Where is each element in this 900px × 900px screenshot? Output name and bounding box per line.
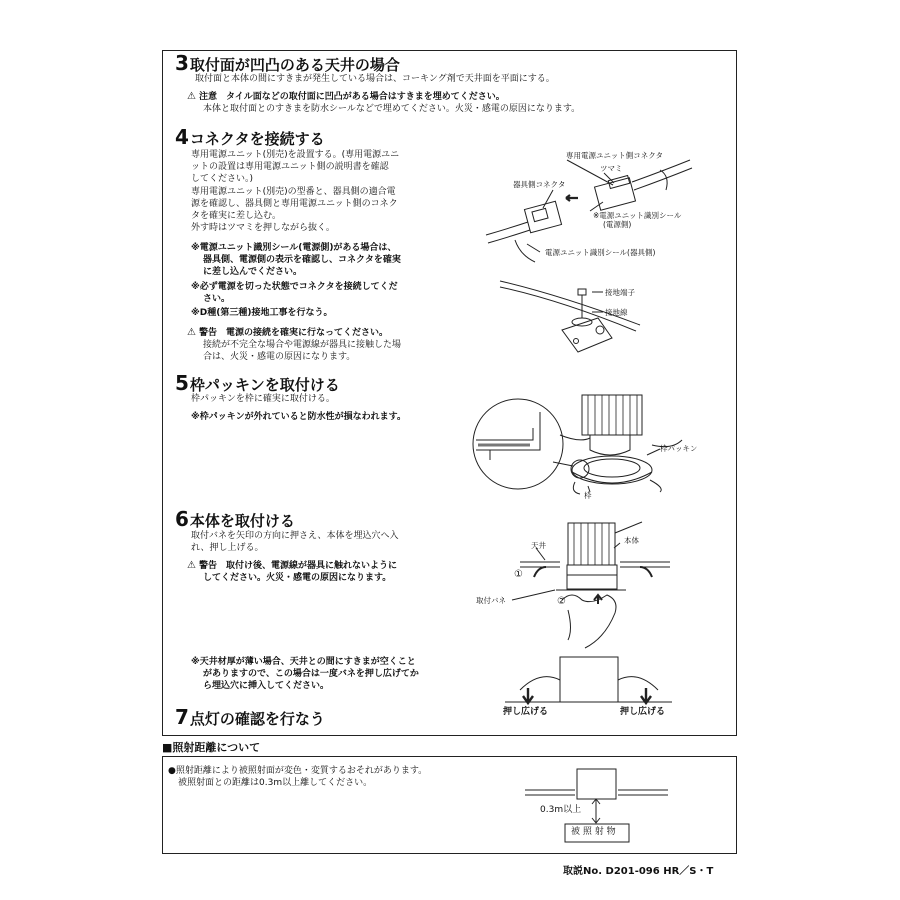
irradiation-line-2: 被照射面との距離は0.3m以上離してください。 [178, 778, 373, 788]
section-7-title: 7点灯の確認を行なう [175, 705, 325, 729]
section-4-note-1: ※電源ユニット識別シール(電源側)がある場合は、 器具側、電源側の表示を確認し、コネクタを確実 に差し込んでください。 [191, 243, 401, 277]
section-4-paragraph-2: 専用電源ユニット(別売)の型番と、器具側の適合電 源を確認し、器具側と専用電源ユニット側のコネク タを確実に差し込む。 外す時はツマミを押しながら抜く。 [191, 187, 398, 233]
label-knob: ツマミ [600, 164, 623, 173]
label-fixture-seal: 電源ユニット識別シール(器具側) [545, 248, 656, 257]
section-6-title: 6本体を取付ける [175, 507, 295, 531]
label-ground-wire: 接地線 [605, 308, 628, 317]
label-spring: 取付バネ [476, 596, 506, 605]
section-6-warning-body: してください。火災・感電の原因になります。 [203, 573, 392, 583]
document-number: 取説No. D201-096 HR／S・T [563, 866, 714, 877]
section-3-title: 3取付面が凹凸のある天井の場合 [175, 51, 400, 75]
label-step-2: ② [557, 596, 566, 607]
section-3-text: 取付面と本体の間にすきまが発生している場合は、コーキング剤で天井面を平面にする。 [195, 74, 555, 84]
warning-icon: ⚠ [187, 91, 196, 102]
section-5-text: 枠パッキンを枠に確実に取付ける。 [191, 394, 335, 404]
label-target: 被 照 射 物 [571, 827, 616, 837]
label-psu-seal: ※電源ユニット識別シール (電源側) [593, 211, 682, 229]
section-4-warning-body: 接続が不完全な場合や電源線が器具に接触した場 合は、火災・感電の原因になります。 [203, 340, 402, 362]
section-3-caution-head: ⚠ 注意 タイル面などの取付面に凹凸がある場合はすきまを埋めてください。 [187, 91, 505, 102]
section-6-note: ※天井材厚が薄い場合、天井との間にすきまが空くこと がありますので、この場合は一度バネを押し広げてか ら埋込穴に挿入してください。 [191, 657, 419, 691]
section-4-note-2: ※必ず電源を切った状態でコネクタを接続してくだ さい。 [191, 282, 398, 304]
section-5-title: 5枠パッキンを取付ける [175, 371, 340, 395]
section-6-paragraph: 取付バネを矢印の方向に押さえ、本体を埋込穴へ入 れ、押し上げる。 [191, 531, 399, 553]
label-ceiling: 天井 [531, 541, 546, 550]
warning-icon: ⚠ [187, 560, 196, 571]
label-push-spread-right: 押し広げる [620, 707, 666, 717]
section-4-note-3: ※D種(第三種)接地工事を行なう。 [191, 308, 333, 318]
section-4-warning-head: ⚠ 警告 電源の接続を確実に行なってください。 [187, 327, 388, 338]
irradiation-header: ■照射距離について [162, 741, 261, 754]
section-4-paragraph-1: 専用電源ユニット(別売)を設置する。(専用電源ユニ ットの設置は専用電源ユニット側の説明書を確認 してください。) [191, 150, 400, 184]
label-frame: 枠 [584, 491, 592, 500]
warning-icon: ⚠ [187, 327, 196, 338]
label-step-1: ① [514, 569, 523, 580]
label-psu-connector: 専用電源ユニット側コネクタ [566, 151, 664, 160]
label-packing: 枠パッキン [660, 444, 698, 453]
section-5-note: ※枠パッキンが外れていると防水性が損なわれます。 [191, 412, 406, 422]
label-body: 本体 [624, 536, 639, 545]
label-fixture-connector: 器具側コネクタ [513, 180, 566, 189]
label-push-spread-left: 押し広げる [503, 707, 549, 717]
section-3-caution-body: 本体と取付面とのすきまを防水シールなどで埋めてください。火災・感電の原因になります。 [203, 104, 581, 114]
irradiation-line-1: ●照射距離により被照射面が変色・変質するおそれがあります。 [168, 766, 428, 776]
label-distance: 0.3m以上 [540, 805, 582, 815]
section-6-warning-head: ⚠ 警告 取付け後、電源線が器具に触れないように [187, 560, 397, 571]
label-ground-terminal: 接地端子 [605, 288, 635, 297]
section-4-title: 4コネクタを接続する [175, 125, 325, 149]
